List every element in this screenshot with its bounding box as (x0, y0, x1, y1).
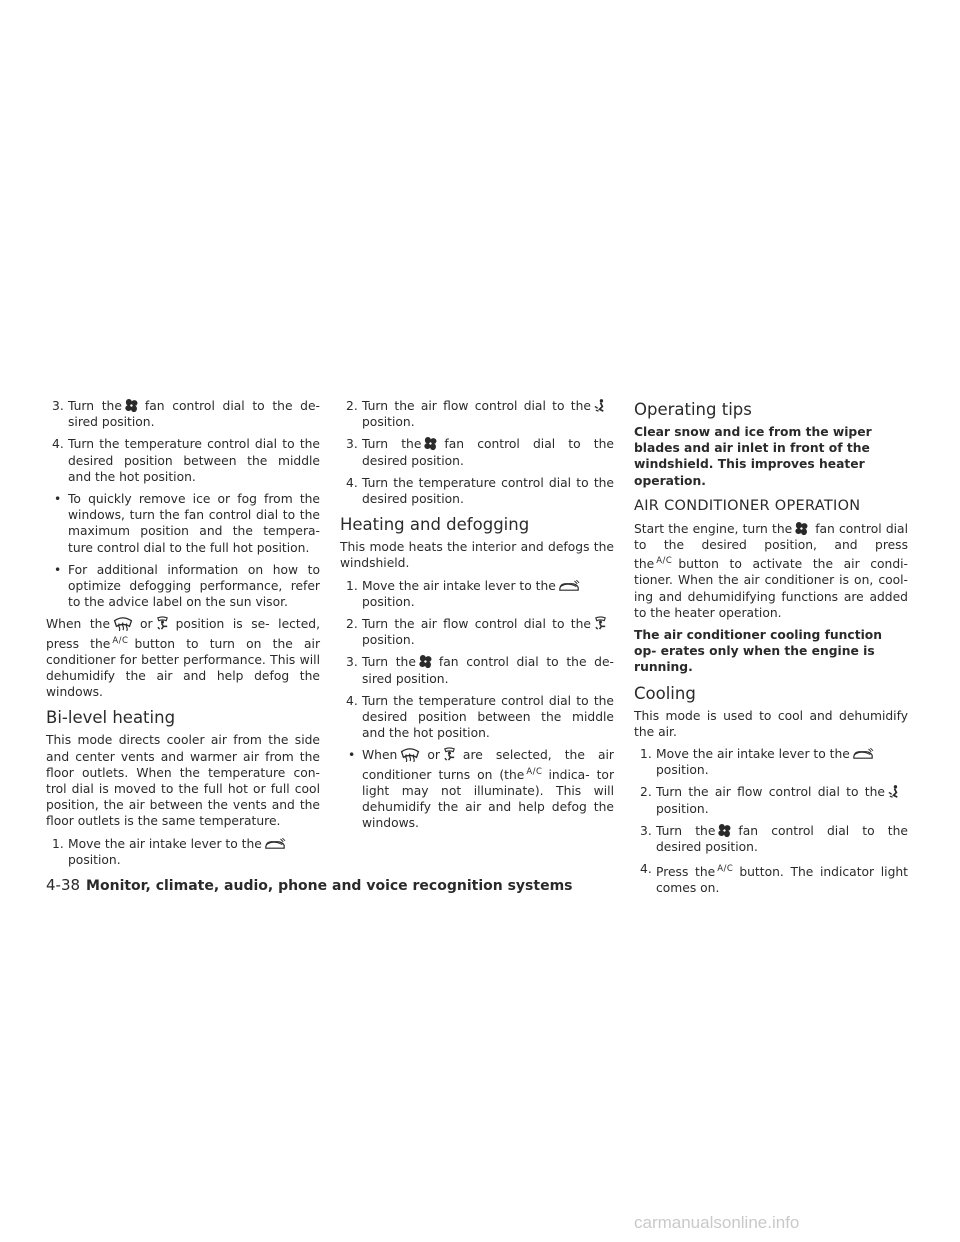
floor-airflow-icon (887, 784, 902, 799)
text: or (140, 617, 153, 632)
step-4-press-ac (634, 861, 908, 896)
step-1-intake (340, 578, 614, 610)
chapter-title: Monitor, climate, audio, phone and voice recognition systems (86, 878, 573, 894)
step-4-temperature (46, 436, 320, 485)
defrost-floor-icon (442, 747, 457, 762)
step-text: Move the air intake lever to the (362, 578, 556, 593)
step-number: 3. (346, 655, 358, 670)
step-text: Turn the air flow control dial to the (362, 617, 591, 632)
step-text: position. (656, 801, 709, 816)
step-text: position. (362, 594, 415, 609)
column-left (46, 398, 320, 874)
step-text: Turn the (362, 437, 422, 452)
ac-icon: A/C (526, 766, 543, 777)
paragraph-cooling: This mode is used to cool and dehumidify the air. (634, 708, 908, 739)
step-text: Turn the (68, 399, 122, 413)
step-text: Move the air intake lever to the (68, 836, 262, 851)
step-text: button. The indicator light comes on. (656, 865, 909, 896)
outside-air-intake-icon (558, 580, 580, 593)
text: When the (46, 617, 111, 632)
bullet-text: When (362, 748, 398, 763)
step-number: 3. (346, 437, 358, 452)
text: Start the engine, turn the (634, 521, 793, 536)
step-1-intake (634, 746, 908, 778)
ac-icon: A/C (717, 864, 734, 875)
step-text: Move the air intake lever to the (656, 747, 850, 762)
paragraph-heating-defogging: This mode heats the interior and defogs the windshield. (340, 540, 614, 571)
step-number: 4. (346, 475, 358, 490)
page-number: 4-38 (46, 876, 81, 894)
step-4-temperature (340, 475, 614, 507)
step-3-fan (340, 436, 614, 468)
step-text: fan control dial to the de- sired position. (362, 655, 614, 686)
step-text: position. (68, 852, 121, 867)
step-text: fan control dial to the desired position. (656, 823, 908, 855)
fan-icon (418, 654, 433, 669)
step-text: Turn the air flow control dial to the (362, 399, 591, 413)
step-text: Turn the (656, 823, 716, 838)
fan-icon (423, 436, 438, 451)
tips-bold-text: Clear snow and ice from the wiper blades and air inlet in front of the windshield. This improves heater operation. (634, 425, 872, 488)
bullet-quick-remove-ice (46, 491, 320, 556)
text: button to turn on the air conditioner for better performance. This will dehumidify the air and help defog the windows. (46, 636, 320, 700)
step-3-fan (46, 398, 320, 430)
step-number: 2. (346, 399, 358, 413)
step-1-intake (46, 836, 320, 868)
step-text: Press the (656, 865, 716, 880)
page-footer (46, 876, 573, 895)
text: fan control dial to the desired position, and press the (634, 521, 908, 572)
fan-icon (717, 823, 732, 838)
bullet-mark: • (54, 562, 62, 577)
ac-bold-text: The air conditioner cooling function op- erates only when the engine is running. (634, 628, 883, 675)
defrost-icon (399, 747, 421, 762)
defrost-floor-icon (155, 616, 170, 631)
step-number: 4. (346, 693, 358, 708)
paragraph-ac-operation (634, 521, 908, 621)
step-number: 2. (346, 617, 358, 632)
defrost-floor-icon (593, 616, 608, 631)
step-number: 1. (346, 578, 358, 593)
bullet-text: are selected, the air conditioner turns on (the (362, 748, 614, 782)
heading-cooling: Cooling (634, 683, 696, 703)
step-text: Turn the (362, 655, 416, 670)
step-text: Turn the temperature control dial to the desired position. (362, 475, 614, 507)
step-text: fan control dial to the de- sired position. (68, 399, 320, 430)
fan-icon (794, 521, 809, 536)
step-number: 1. (52, 836, 64, 851)
step-3-fan (634, 823, 908, 855)
defrost-icon (112, 616, 134, 631)
bullet-additional-info (46, 562, 320, 611)
step-text: position. (362, 415, 415, 430)
step-number: 3. (52, 399, 64, 413)
step-text: fan control dial to the desired position. (362, 437, 614, 468)
step-text: Turn the temperature control dial to the desired position between the middle and the hot position. (68, 437, 320, 484)
step-number: 4. (640, 862, 652, 877)
step-number: 4. (52, 437, 64, 452)
heading-bi-level-heating: Bi-level heating (46, 708, 176, 728)
watermark: carmanualsonline.info (634, 1213, 800, 1232)
bullet-text: or (427, 748, 440, 763)
step-text: position. (656, 763, 709, 778)
step-text: Turn the temperature control dial to the desired position between the middle and the hot position. (362, 693, 614, 741)
outside-air-intake-icon (264, 838, 286, 851)
bullet-mark: • (54, 492, 62, 507)
step-text: position. (362, 633, 415, 648)
column-middle (340, 398, 614, 837)
heading-heating-defogging: Heating and defogging (340, 515, 530, 535)
bullet-ac-auto (340, 747, 614, 831)
paragraph-defrost-ac (46, 616, 320, 700)
bullet-text: For additional information on how to optimize defogging performance, refer to the advice label on the sun visor. (68, 562, 320, 610)
heading-operating-tips: Operating tips (634, 400, 752, 419)
ac-icon: A/C (656, 556, 673, 567)
step-4-temperature (340, 693, 614, 742)
heading-ac-operation: AIR CONDITIONER OPERATION (634, 497, 861, 514)
ac-icon: A/C (112, 635, 129, 646)
step-number: 3. (640, 823, 652, 838)
paragraph-bi-level: This mode directs cooler air from the side and center vents and warmer air from the floor outlets. When the temperature con- trol dial is moved to the full hot or full cool position, the air between the vents and the floor outlets is the same temperature. (46, 733, 320, 829)
bullet-text: indica- tor light may not illuminate). This will dehumidify the air and help defog the windows. (362, 767, 615, 831)
fan-icon (124, 398, 139, 413)
floor-airflow-icon (593, 398, 608, 413)
step-number: 2. (640, 785, 652, 800)
step-number: 1. (640, 747, 652, 762)
outside-air-intake-icon (852, 748, 874, 761)
step-2-airflow (634, 784, 908, 816)
text: button to activate the air condi- tioner. When the air conditioner is on, cool- ing and dehumidifying functions are added to the heater operation. (634, 557, 908, 620)
step-text: Turn the air flow control dial to the (656, 785, 885, 800)
bullet-text: To quickly remove ice or fog from the windows, turn the fan control dial to the maximum position and the tempera- ture control dial to the full hot position. (68, 492, 320, 555)
step-2-airflow (340, 616, 614, 648)
column-right (634, 398, 908, 903)
bullet-mark: • (348, 748, 356, 763)
step-3-fan (340, 654, 614, 686)
text: position is se- lected, press the (46, 617, 320, 651)
step-2-airflow (340, 398, 614, 430)
